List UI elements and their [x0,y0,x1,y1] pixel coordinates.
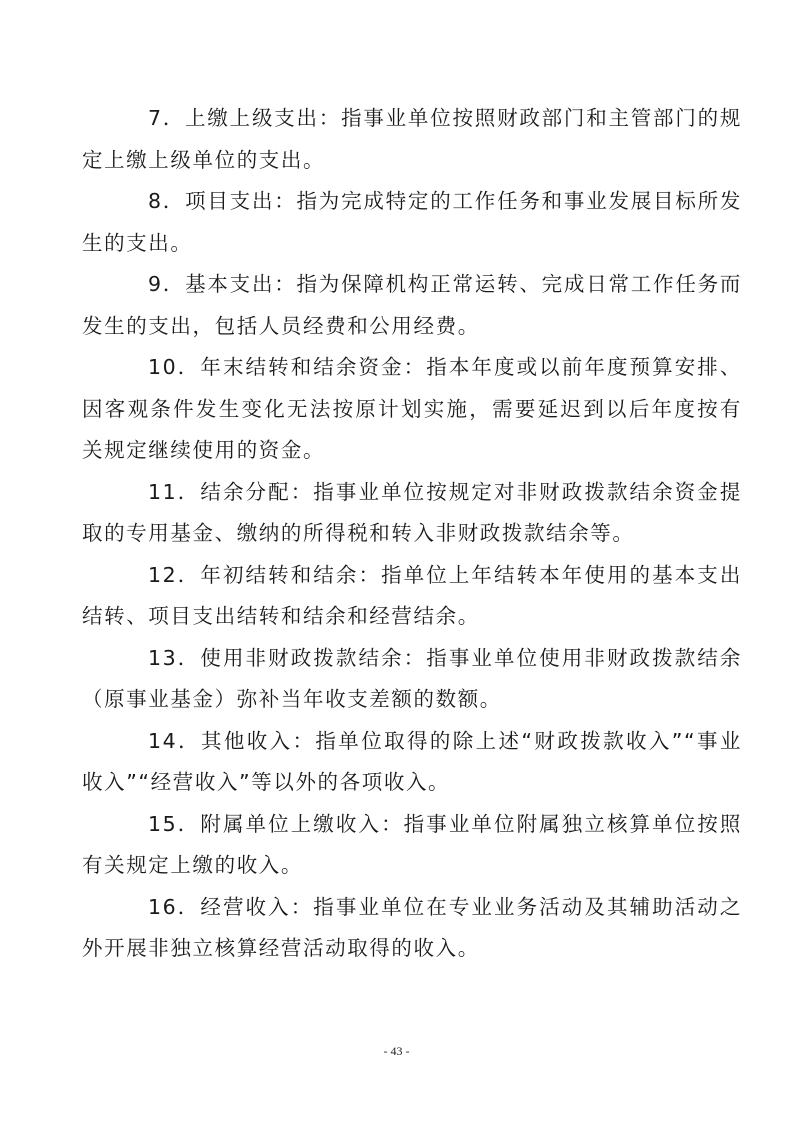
page-number: - 43 - [383,1044,410,1058]
paragraph-8: 8．项目支出：指为完成特定的工作任务和事业发展目标所发生的支出。 [82,189,742,255]
paragraph-12: 12．年初结转和结余：指单位上年结转本年使用的基本支出结转、项目支出结转和结余和经营结余。 [82,562,742,628]
paragraph-9: 9．基本支出：指为保障机构正常运转、完成日常工作任务而发生的支出，包括人员经费和公用经费。 [82,272,742,338]
paragraph-13: 13．使用非财政拨款结余：指事业单位使用非财政拨款结余（原事业基金）弥补当年收支差额的数额。 [82,645,742,711]
document-body [82,98,742,970]
paragraph-7: 7．上缴上级支出：指事业单位按照财政部门和主管部门的规定上缴上级单位的支出。 [82,106,742,172]
paragraph-11: 11．结余分配：指事业单位按规定对非财政拨款结余资金提取的专用基金、缴纳的所得税和转入非财政拨款结余等。 [82,479,742,545]
paragraph-10: 10．年末结转和结余资金：指本年度或以前年度预算安排、因客观条件发生变化无法按原计划实施，需要延迟到以后年度按有关规定继续使用的资金。 [82,355,742,462]
paragraph-15: 15．附属单位上缴收入：指事业单位附属独立核算单位按照有关规定上缴的收入。 [82,811,742,877]
paragraph-16: 16．经营收入：指事业单位在专业业务活动及其辅助活动之外开展非独立核算经营活动取得的收入。 [82,894,742,960]
paragraph-14: 14．其他收入：指单位取得的除上述“财政拨款收入”“事业收入”“经营收入”等以外的各项收入。 [82,728,742,794]
